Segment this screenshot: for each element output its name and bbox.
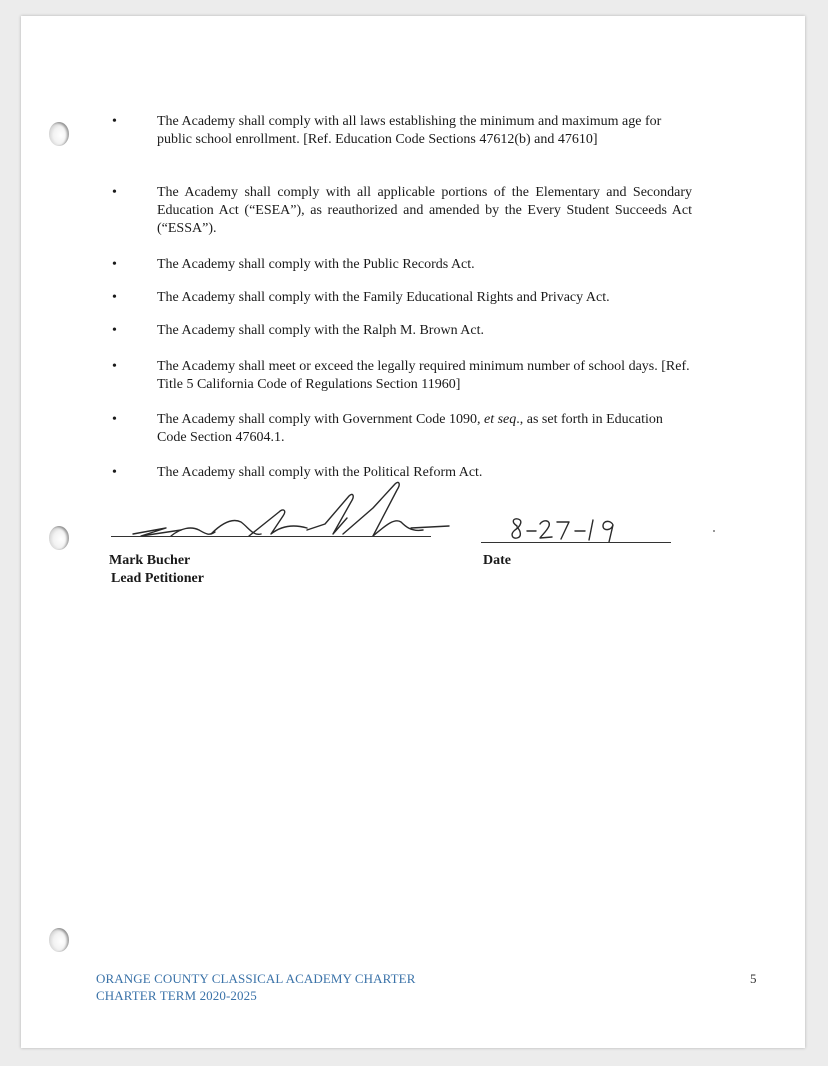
punch-hole-middle xyxy=(49,526,69,550)
list-item xyxy=(112,289,692,307)
list-item-text: The Academy shall comply with all laws establishing the minimum and maximum age for public school enrollment. [Ref. Education Code Sections 47612(b) and 47610] xyxy=(157,114,662,147)
date-line xyxy=(481,542,671,543)
list-item-text xyxy=(157,411,692,447)
bullet-dot: • xyxy=(112,185,117,200)
bullet-dot: • xyxy=(112,290,117,305)
bullet-dot: • xyxy=(112,359,117,374)
handwritten-signature xyxy=(111,478,451,548)
list-item-text: The Academy shall comply with the Ralph M. Brown Act. xyxy=(157,323,485,338)
signer-name: Mark Bucher xyxy=(109,553,191,568)
footer-charter-name: ORANGE COUNTY CLASSICAL ACADEMY CHARTER xyxy=(96,971,416,986)
list-item-text-part: ., as set forth in Education Code Section 47604.1. xyxy=(157,412,663,445)
ink-speck xyxy=(713,530,715,532)
list-item-text-part: The Academy shall comply with Government Code 1090, xyxy=(157,412,484,427)
list-item xyxy=(112,358,692,394)
list-item xyxy=(112,256,692,274)
list-item-text: The Academy shall meet or exceed the legally required minimum number of school days. [Ref. Title 5 California Code of Regulations Section 11960] xyxy=(157,359,690,392)
date-label: Date xyxy=(483,553,511,568)
bullet-dot: • xyxy=(112,114,117,129)
document-page xyxy=(21,16,805,1048)
bullet-dot: • xyxy=(112,412,117,427)
bullet-dot: • xyxy=(112,465,117,480)
page-number: 5 xyxy=(750,971,757,986)
signer-title: Lead Petitioner xyxy=(111,571,204,586)
punch-hole-bottom xyxy=(49,928,69,952)
list-item-text: The Academy shall comply with the Political Reform Act. xyxy=(157,465,483,480)
bullet-dot: • xyxy=(112,323,117,338)
list-item xyxy=(112,184,692,238)
list-item xyxy=(112,322,692,340)
list-item-text: The Academy shall comply with the Public Records Act. xyxy=(157,257,475,272)
latin-term: et seq xyxy=(484,412,517,427)
list-item xyxy=(112,113,692,149)
bullet-dot: • xyxy=(112,257,117,272)
punch-hole-top xyxy=(49,122,69,146)
list-item xyxy=(112,411,692,447)
signature-line xyxy=(111,536,431,537)
footer-charter-term: CHARTER TERM 2020-2025 xyxy=(96,988,257,1003)
list-item-text: The Academy shall comply with the Family Educational Rights and Privacy Act. xyxy=(157,290,610,305)
list-item-text: The Academy shall comply with all applicable portions of the Elementary and Secondary Education Act (“ESEA”), as reauthorized and amended by the Every Student Succeeds Act (“ESSA”). xyxy=(157,185,692,236)
